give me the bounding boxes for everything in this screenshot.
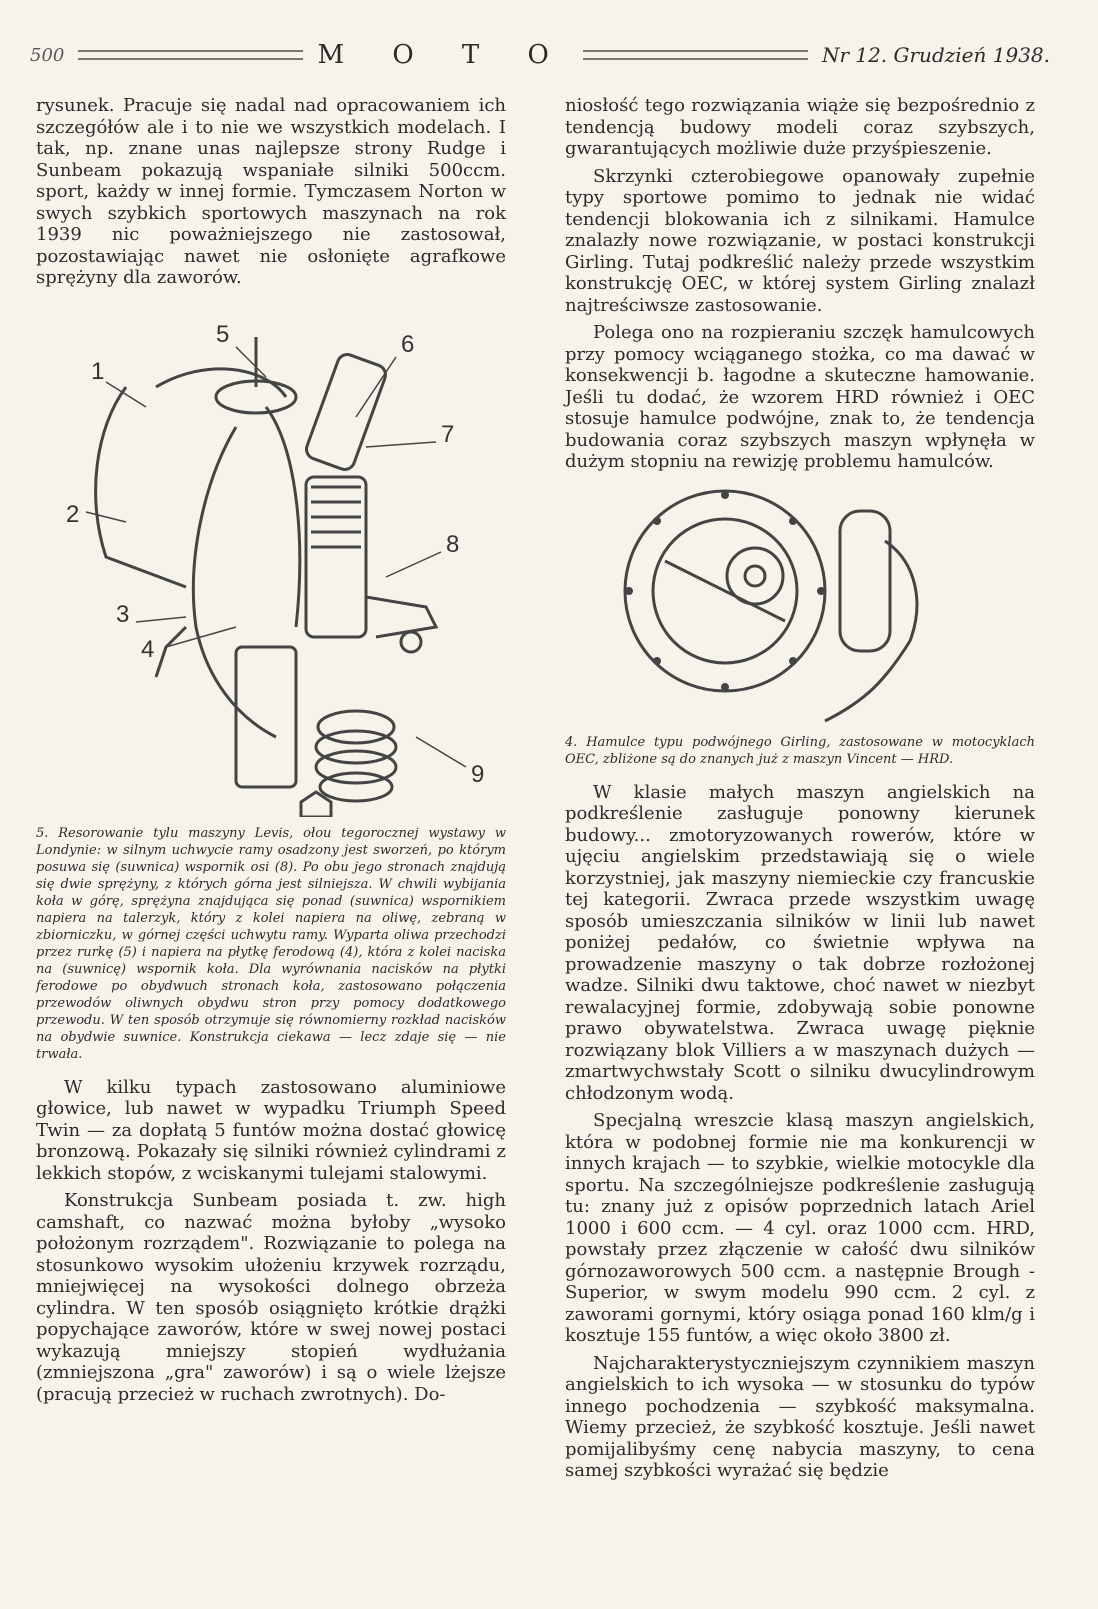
figure-label: 1 — [91, 357, 105, 385]
figure-caption: 4. Hamulce typu podwójnego Girling, zastosowane w motocyklach OEC, zbliżone są do znanych już z maszyn Vincent — HRD. — [565, 734, 1035, 767]
header-rule-right — [583, 50, 808, 60]
paragraph: W klasie małych maszyn angielskich na podkreślenie zasługuje ponowny kierunek budowy... zmotoryzowanych rowerów, które w ujęciu angielskim przedstawiają się o wiele korzystniej, jak maszyny niemieckie czy francuskie tej kategorii. Zwraca przede wszystkim uwagę sposób umieszczania silników w linii lub nawet poniżej pedałów, co świetnie wpływa na prowadzenie maszyny o tak dobrze rozłożonej wadze. Silniki dwu taktowe, choć nawet w niezbyt rewalacyjnej formie, zdobywają sobie ponowne prawo obywatelstwa. Zwraca uwagę pięknie rozwiązany blok Villiers a w maszynach dużych — zmartwychwstały Scott o silniku dwucylindrowym chłodzonym wodą. — [565, 781, 1035, 1104]
figure-label: 3 — [116, 600, 130, 628]
figure-label: 8 — [446, 530, 460, 558]
right-column — [565, 95, 1035, 1488]
suspension-figure — [36, 297, 506, 817]
figure-label: 2 — [66, 500, 80, 528]
figure-label: 5 — [216, 320, 230, 348]
figure-label: 4 — [141, 635, 155, 663]
paragraph: Konstrukcja Sunbeam posiada t. zw. high camshaft, co nazwać można byłoby „wysoko położonym rozrządem". Rozwiązanie to polega na stosunkowo wysokim ułożeniu krzywek rozrządu, mniejwięcej na wysokości dolnego obrzeża cylindra. W ten sposób osiągnięto krótkie drążki popychające zaworów, które w swej nowej postaci wykazują mniejszy stopień wydłużania (zmniejszona „gra" zaworów) i są o wiele lżejsze (pracują przecież w ruchach zwrotnych). Do- — [36, 1190, 506, 1405]
paragraph: Skrzynki czterobiegowe opanowały zupełnie typy sportowe pomimo to jednak nie widać tendencji blokowania ich z silnikami. Hamulce znalazły nowe rozwiązanie, w postaci konstrukcji Girling. Tutaj podkreślić należy przede wszystkim konstrukcję OEC, w której system Girling znalazł najtreściwsze zastosowanie. — [565, 165, 1035, 316]
figure-caption: 5. Resorowanie tylu maszyny Levis, ołou tegorocznej wystawy w Londynie: w silnym uchwycie ramy osadzony jest sworzeń, po którym posuwa się (suwnica) wspornik osi (8). Po obu jego stronach znajdują się dwie sprężyny, z których górna jest silniejsza. W chwili wybijania koła w górę, sprężyna znajdująca się ponad (suwnica) wspornikiem napiera na talerzyk, który z kolei napiera na oliwę, zebraną w zbiorniczku, w górnej części uchwytu ramy. Wyparta oliwa przechodzi przez rurkę (5) i napiera na płytkę ferodową (4), która z kolei naciska na (suwnicę) wspornik koła. Dla wyrównania nacisków na płytki ferodowe po obydwuch stronach koła, zastosowano połączenia przewodów oliwnych obydwu stron przy pomocy dodatkowego przewodu. W ten sposób otrzymuje się równomierny rozkład nacisków na obydwie suwnice. Konstrukcja ciekawa — lecz zdaje się — nie trwała. — [36, 825, 506, 1062]
figure-label: 7 — [441, 420, 455, 448]
page-number: 500 — [30, 44, 65, 66]
left-column — [36, 95, 506, 1411]
paragraph: niosłość tego rozwiązania wiąże się bezpośrednio z tendencją budowy modeli coraz szybszych, gwarantujących możliwie duże przyśpieszenie. — [565, 95, 1035, 159]
paragraph: Najcharakterystyczniejszym czynnikiem maszyn angielskich to ich wysoka — w stosunku do typów innego pochodzenia — szybkość maksymalna. Wiemy przecież, że szybkość kosztuje. Jeśli nawet pomijalibyśmy cenę nabycia maszyny, to cena samej szybkości wyrażać się będzie — [565, 1352, 1035, 1481]
figure-label: 6 — [401, 330, 415, 358]
paragraph: Polega ono na rozpieraniu szczęk hamulcowych przy pomocy wciąganego stożka, co ma dawać w konsekwencji b. łagodne a skuteczne hamowanie. Jeśli tu dodać, że wzorem HRD również i OEC stosuje hamulce podwójne, znak to, że tendencja budowania coraz szybszych maszyn wpłynęła w dużym stopniu na rewizję problemu hamulców. — [565, 322, 1035, 472]
magazine-title: M O T O — [317, 40, 569, 70]
paragraph: Specjalną wreszcie klasą maszyn angielskich, która w podobnej formie nie ma konkurencji w innych krajach — to szybkie, wielkie motocykle dla sportu. Na szczególniejsze podkreślenie zasługują tu: znany już z opisów poprzednich latach Ariel 1000 i 600 ccm. — 4 cyl. oraz 1000 ccm. HRD, powstały przez złączenie w całość dwu silników górnozaworowych 500 ccm. a następnie Brough - Superior, w swym modelu 990 ccm. 2 cyl. z zaworami gornymi, który osiąga ponad 160 klm/g i kosztuje 155 funtów, a więc około 3800 zł. — [565, 1110, 1035, 1346]
paragraph: W kilku typach zastosowano aluminiowe głowice, lub nawet w wypadku Triumph Speed Twin — za dopłatą 5 funtów można dostać głowicę bronzową. Pokazały się silniki również cylindrami z lekkich stopów, z wciskanymi tulejami stalowymi. — [36, 1076, 506, 1184]
page-header — [30, 40, 1050, 70]
figure-label: 9 — [471, 760, 485, 788]
issue-info: Nr 12. Grudzień 1938. — [821, 43, 1051, 67]
paragraph: rysunek. Pracuje się nadal nad opracowaniem ich szczegółów ale i to nie we wszystkich modelach. I tak, np. znane unas najlepsze strony Rudge i Sunbeam pokazują wspaniałe silniki 500ccm. sport, każdy w innej formie. Tymczasem Norton w swych szybkich sportowych maszynach na rok 1939 nic poważniejszego nie zastosował, pozostawiając nawet nie osłonięte agrafkowe sprężyny dla zaworów. — [36, 95, 506, 288]
header-rule-left — [78, 50, 303, 60]
brake-figure — [565, 481, 1035, 726]
